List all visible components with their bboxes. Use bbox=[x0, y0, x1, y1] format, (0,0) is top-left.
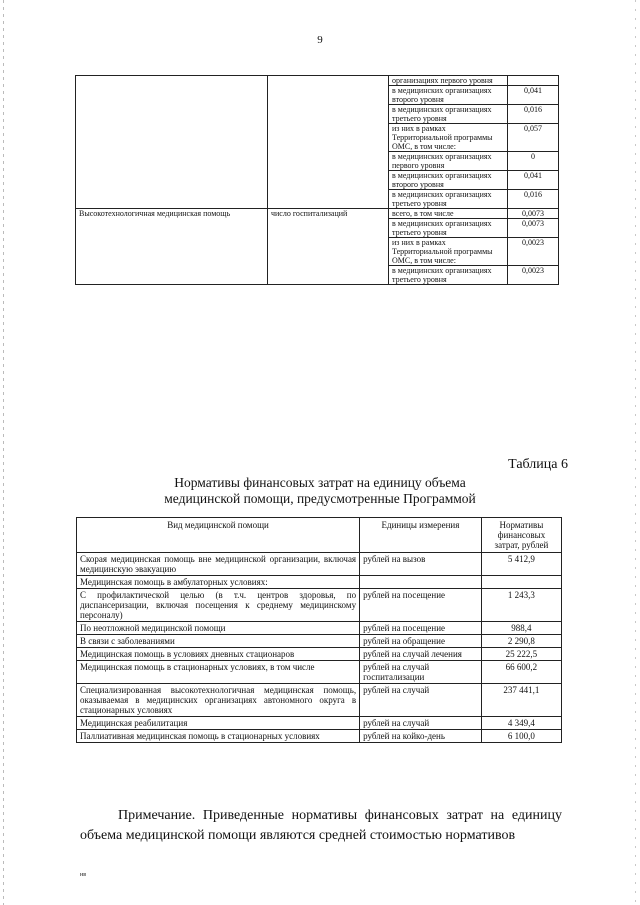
unit-cell: рублей на случай bbox=[360, 684, 482, 717]
care-kind-cell: С профилактической целью (в т.ч. центров здоровья, по диспансеризации, включая посещения к среднему медицинскому персоналу) bbox=[77, 589, 360, 622]
table-row bbox=[77, 576, 562, 589]
continuation-table bbox=[75, 75, 559, 285]
unit-cell: рублей на посещение bbox=[360, 622, 482, 635]
sub-category-cell: в медицинских организациях второго уровня bbox=[389, 171, 508, 190]
sub-category-cell: в медицинских организациях третьего уровня bbox=[389, 190, 508, 209]
table-row bbox=[77, 717, 562, 730]
scan-edge-right bbox=[635, 0, 636, 905]
header-kind: Вид медицинской помощи bbox=[77, 518, 360, 553]
note-paragraph: Примечание. Приведенные нормативы финансовых затрат на единицу объема медицинской помощи являются средней стоимостью нормативов bbox=[80, 808, 562, 843]
sub-category-cell: в медицинских организациях третьего уровня bbox=[389, 266, 508, 285]
blank-cell bbox=[76, 76, 268, 209]
value-cell: 0,0023 bbox=[508, 266, 559, 285]
value-cell: 0 bbox=[508, 152, 559, 171]
unit-cell: рублей на случай лечения bbox=[360, 648, 482, 661]
care-kind-cell: В связи с заболеваниями bbox=[77, 635, 360, 648]
sub-category-cell: из них в рамках Территориальной программы ОМС, в том числе: bbox=[389, 238, 508, 266]
table-title-line-2: медицинской помощи, предусмотренные Программой bbox=[164, 491, 476, 506]
unit-cell: рублей на вызов bbox=[360, 553, 482, 576]
table-title bbox=[0, 475, 640, 507]
unit-cell: рублей на обращение bbox=[360, 635, 482, 648]
sub-category-cell: в медицинских организациях третьего уровня bbox=[389, 105, 508, 124]
scan-edge-left bbox=[3, 0, 4, 905]
sub-category-cell: в медицинских организациях третьего уровня bbox=[389, 219, 508, 238]
norm-value-cell: 4 349,4 bbox=[481, 717, 561, 730]
value-cell bbox=[508, 76, 559, 86]
hitech-care-cell: Высокотехнологичная медицинская помощь bbox=[76, 209, 268, 285]
value-cell: 0,016 bbox=[508, 190, 559, 209]
table-row bbox=[76, 209, 559, 219]
care-kind-cell: Медицинская помощь в амбулаторных условиях: bbox=[77, 576, 360, 589]
value-cell: 0,041 bbox=[508, 86, 559, 105]
table-row bbox=[77, 661, 562, 684]
care-kind-cell: Скорая медицинская помощь вне медицинской организации, включая медицинскую эвакуацию bbox=[77, 553, 360, 576]
table-title-line-1: Нормативы финансовых затрат на единицу объема bbox=[174, 475, 466, 490]
unit-cell: рублей на посещение bbox=[360, 589, 482, 622]
care-kind-cell: По неотложной медицинской помощи bbox=[77, 622, 360, 635]
header-value: Нормативы финансовых затрат, рублей bbox=[481, 518, 561, 553]
norm-value-cell: 988,4 bbox=[481, 622, 561, 635]
table-row bbox=[77, 730, 562, 743]
unit-cell bbox=[360, 576, 482, 589]
page-number: 9 bbox=[317, 34, 323, 46]
header-unit: Единицы измерения bbox=[360, 518, 482, 553]
sub-category-cell: из них в рамках Территориальной программы ОМС, в том числе: bbox=[389, 124, 508, 152]
norm-value-cell: 66 600,2 bbox=[481, 661, 561, 684]
hitech-unit-cell: число госпитализаций bbox=[268, 209, 389, 285]
norm-value-cell: 1 243,3 bbox=[481, 589, 561, 622]
value-cell: 0,0073 bbox=[508, 219, 559, 238]
care-kind-cell: Медицинская реабилитация bbox=[77, 717, 360, 730]
table-header-row bbox=[77, 518, 562, 553]
sub-category-cell: в медицинских организациях второго уровня bbox=[389, 86, 508, 105]
norm-value-cell: 2 290,8 bbox=[481, 635, 561, 648]
care-kind-cell: Специализированная высокотехнологичная медицинская помощь, оказываемая в медицинских организациях автономного округа в стационарных условиях bbox=[77, 684, 360, 717]
value-cell: 0,016 bbox=[508, 105, 559, 124]
norm-value-cell: 6 100,0 bbox=[481, 730, 561, 743]
norm-value-cell: 5 412,9 bbox=[481, 553, 561, 576]
table-label: Таблица 6 bbox=[508, 457, 568, 472]
table-row bbox=[77, 648, 562, 661]
norm-value-cell bbox=[481, 576, 561, 589]
table-row bbox=[77, 622, 562, 635]
table-row bbox=[76, 76, 559, 86]
value-cell: 0,041 bbox=[508, 171, 559, 190]
value-cell: 0,0023 bbox=[508, 238, 559, 266]
norm-value-cell: 25 222,5 bbox=[481, 648, 561, 661]
unit-cell: рублей на койко-день bbox=[360, 730, 482, 743]
table-row bbox=[77, 553, 562, 576]
norm-value-cell: 237 441,1 bbox=[481, 684, 561, 717]
care-kind-cell: Паллиативная медицинская помощь в стационарных условиях bbox=[77, 730, 360, 743]
value-cell: 0,0073 bbox=[508, 209, 559, 219]
care-kind-cell: Медицинская помощь в условиях дневных стационаров bbox=[77, 648, 360, 661]
table-row bbox=[77, 635, 562, 648]
financial-norms-table bbox=[76, 517, 562, 743]
blank-cell bbox=[268, 76, 389, 209]
unit-cell: рублей на случай bbox=[360, 717, 482, 730]
sub-category-cell: всего, в том числе bbox=[389, 209, 508, 219]
sub-category-cell: в медицинских организациях первого уровня bbox=[389, 152, 508, 171]
value-cell: 0,057 bbox=[508, 124, 559, 152]
table-row bbox=[77, 589, 562, 622]
unit-cell: рублей на случай госпитализации bbox=[360, 661, 482, 684]
care-kind-cell: Медицинская помощь в стационарных условиях, в том числе bbox=[77, 661, 360, 684]
table-row bbox=[77, 684, 562, 717]
footer-mark: нв bbox=[80, 872, 87, 878]
sub-category-cell: организациях первого уровня bbox=[389, 76, 508, 86]
